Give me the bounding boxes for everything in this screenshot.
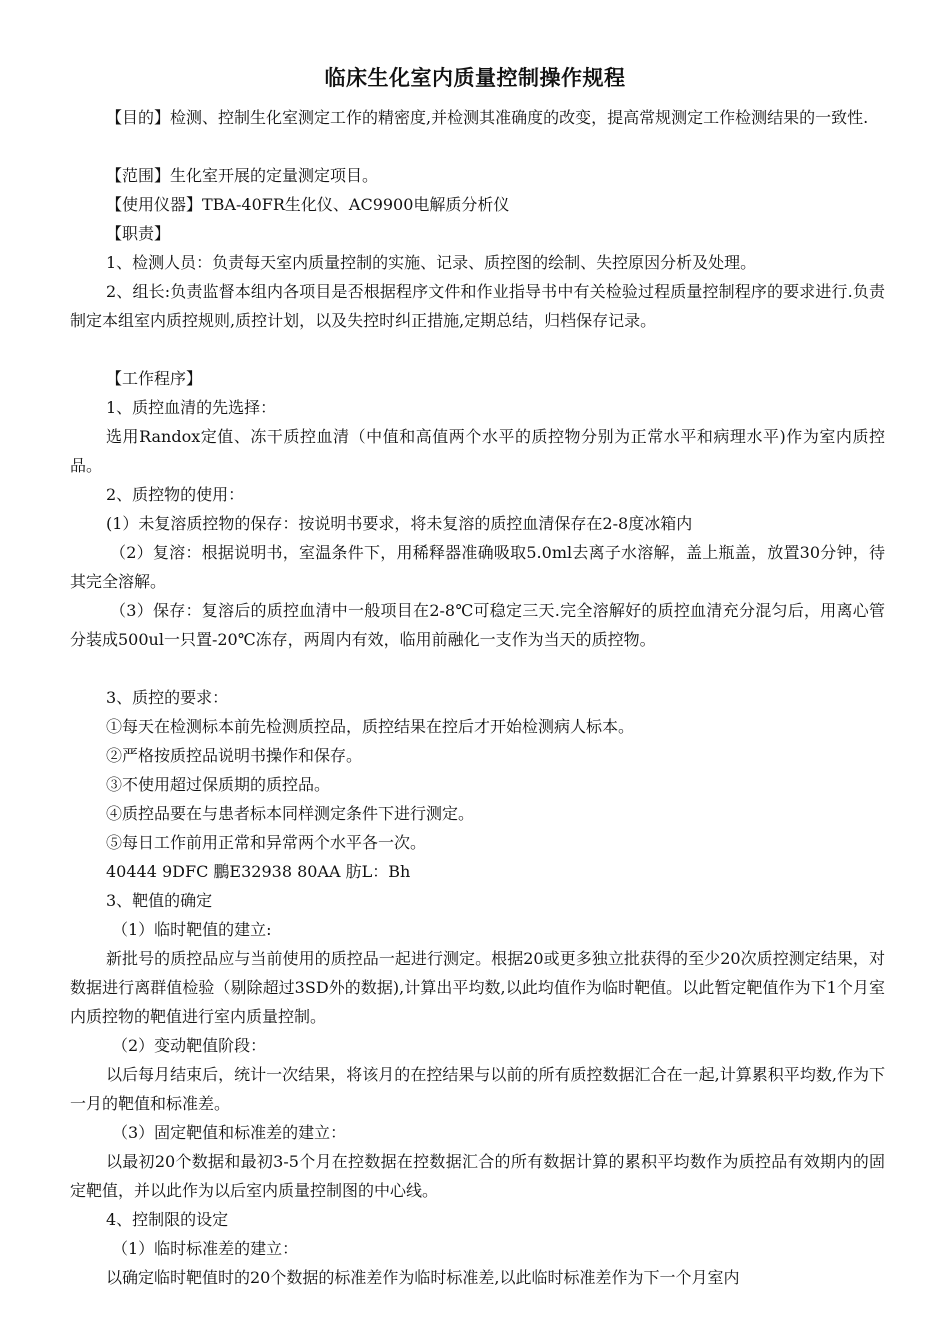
- requirement-item-5: ⑤每日工作前用正常和异常两个水平各一次。: [106, 833, 427, 852]
- requirement-item-4: ④质控品要在与患者标本同样测定条件下进行测定。: [106, 804, 475, 823]
- purpose-paragraph: 【目的】检测、控制生化室测定工作的精密度,并检测其准确度的改变，提高常规测定工作检测结果的一致性.: [106, 108, 869, 127]
- temporary-target-heading: （1）临时靶值的建立:: [112, 920, 272, 939]
- preservation-paragraph: （3）保存：复溶后的质控血清中一般项目在2-8℃可稳定三天.完全溶解好的质控血清充分混匀后，用离心管分装成500ul一只置-20℃冻存，两周内有效，临用前融化一支作为当天的质控物。: [70, 601, 885, 650]
- responsibility-heading: 【职责】: [106, 224, 171, 243]
- requirement-item-3: ③不使用超过保质期的质控品。: [106, 775, 331, 794]
- scope-paragraph: 【范围】生化室开展的定量测定项目。: [106, 166, 379, 185]
- procedure-heading: 【工作程序】: [106, 369, 203, 388]
- responsibility-item-1: 1、检测人员：负责每天室内质量控制的实施、记录、质控图的绘制、失控原因分析及处理。: [106, 253, 757, 272]
- requirement-item-1: ①每天在检测标本前先检测质控品，质控结果在控后才开始检测病人标本。: [106, 717, 635, 736]
- serum-selection-paragraph: 选用Randox定值、冻干质控血清（中值和高值两个水平的质控物分别为正常水平和病理水平)作为室内质控品。: [70, 427, 885, 476]
- reconstitution-paragraph: （2）复溶：根据说明书，室温条件下，用稀释器准确吸取5.0ml去离子水溶解，盖上瓶盖，放置30分钟，待其完全溶解。: [70, 543, 885, 592]
- document-title: 临床生化室内质量控制操作规程: [324, 66, 626, 90]
- section-heading-4: 4、控制限的设定: [106, 1210, 229, 1229]
- responsibility-item-2: 2、组长:负责监督本组内各项目是否根据程序文件和作业指导书中有关检验过程质量控制程序的要求进行.负责制定本组室内质控规则,质控计划，以及失控时纠正措施,定期总结，归档保存记录。: [70, 282, 885, 331]
- temporary-target-paragraph: 新批号的质控品应与当前使用的质控品一起进行测定。根据20或更多独立批获得的至少20次质控测定结果，对数据进行离群值检验（剔除超过3SD外的数据),计算出平均数,以此均值作为临时靶值。以此暂定靶值作为下1个月室内质控物的靶值进行室内质量控制。: [70, 949, 885, 1027]
- fixed-target-paragraph: 以最初20个数据和最初3-5个月在控数据在控数据汇合的所有数据计算的累积平均数作为质控品有效期内的固定靶值，并以此作为以后室内质量控制图的中心线。: [70, 1152, 885, 1201]
- variable-target-paragraph: 以后每月结束后，统计一次结果，将该月的在控结果与以前的所有质控数据汇合在一起,计算累积平均数,作为下一月的靶值和标准差。: [70, 1065, 885, 1114]
- section-heading-2: 2、质控物的使用：: [106, 485, 245, 504]
- requirement-item-2: ②严格按质控品说明书操作和保存。: [106, 746, 363, 765]
- temporary-sd-heading: （1）临时标准差的建立：: [112, 1239, 299, 1258]
- instruments-paragraph: 【使用仪器】TBA-40FR生化仪、AC9900电解质分析仪: [106, 195, 510, 214]
- storage-paragraph: (1）未复溶质控物的保存：按说明书要求，将未复溶的质控血清保存在2-8度冰箱内: [106, 514, 693, 533]
- section-heading-1: 1、质控血清的先选择：: [106, 398, 277, 417]
- variable-target-heading: （2）变动靶值阶段：: [112, 1036, 267, 1055]
- section-heading-target: 3、靶值的确定: [106, 891, 213, 910]
- temporary-sd-paragraph: 以确定临时靶值时的20个数据的标准差作为临时标准差,以此临时标准差作为下一个月室内: [106, 1268, 740, 1287]
- fixed-target-heading: （3）固定靶值和标准差的建立：: [112, 1123, 347, 1142]
- section-heading-3: 3、质控的要求：: [106, 688, 229, 707]
- garbled-text-line: 40444 9DFC 鵬E32938 80AA 肪L：Bh: [106, 862, 411, 881]
